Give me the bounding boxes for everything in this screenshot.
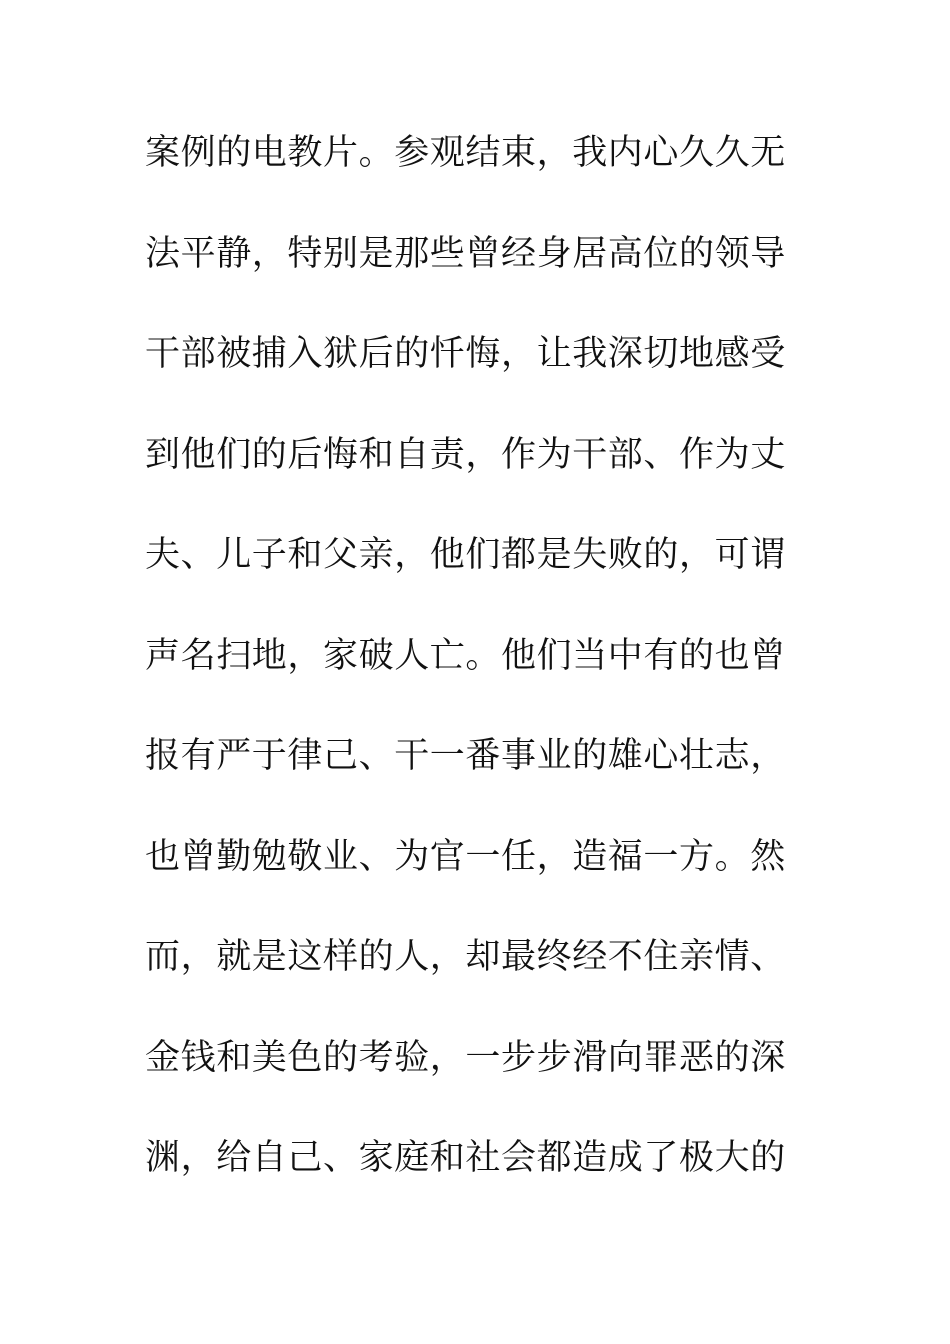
body-paragraph [145, 128, 805, 1234]
text-line-2: 法平静，特别是那些曾经身居高位的领导 [145, 233, 786, 274]
text-line-11: 渊，给自己、家庭和社会都造成了极大的 [145, 1138, 786, 1178]
text-line-5: 夫、儿子和父亲，他们都是失败的，可谓 [145, 535, 786, 575]
text-line-1: 案例的电教片。参观结束，我内心久久无 [145, 133, 786, 173]
text-line-4: 到他们的后悔和自责，作为干部、作为丈 [145, 434, 786, 475]
text-line-3: 干部被捕入狱后的忏悔，让我深切地感受 [145, 334, 786, 374]
text-line-6: 声名扫地，家破人亡。他们当中有的也曾 [145, 635, 786, 676]
text-line-8: 也曾勤勉敬业、为官一任，造福一方。然 [145, 836, 786, 877]
text-line-7: 报有严于律己、干一番事业的雄心壮志， [145, 736, 786, 776]
text-line-10: 金钱和美色的考验，一步步滑向罪恶的深 [145, 1037, 786, 1078]
text-line-9: 而，就是这样的人，却最终经不住亲情、 [145, 937, 786, 977]
